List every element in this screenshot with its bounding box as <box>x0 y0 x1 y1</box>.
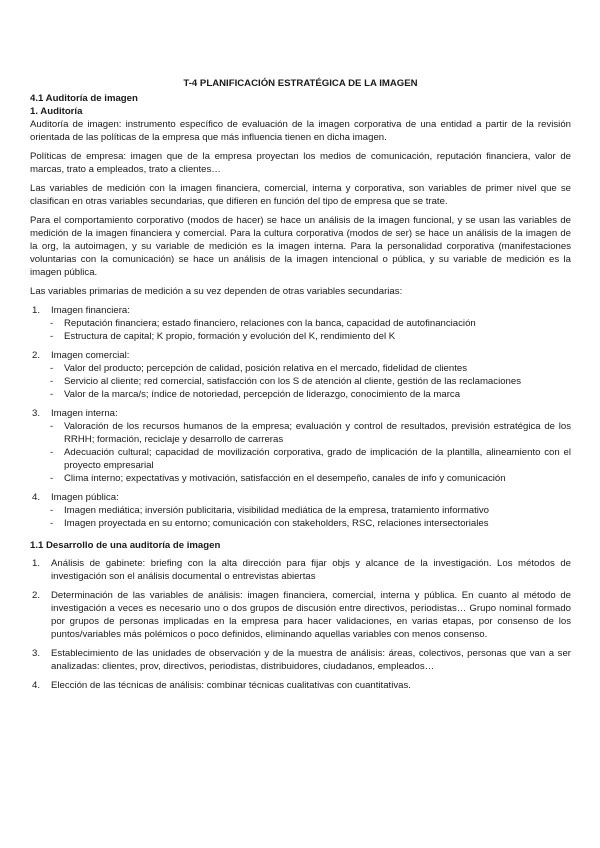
document-page <box>30 77 571 692</box>
variable-sublist <box>30 420 571 485</box>
sub-item: - Valoración de los recursos humanos de la empresa; evaluación y control de resultados, previsión estratégica de los RRHH; formación, reciclaje y desarrollo de carreras <box>50 421 571 445</box>
steps-list <box>30 557 571 692</box>
sub-item-text: Imagen mediática; inversión publicitaria, visibilidad mediática de la empresa, tratamiento informativo <box>64 505 489 516</box>
sub-item: - Valor de la marca/s; índice de notoriedad, percepción de liderazgo, conocimiento de la marca <box>50 389 461 400</box>
sub-item: - Adecuación cultural; capacidad de movilización corporativa, grado de implicación de la plantilla, alineamiento con el proyecto empresarial <box>50 447 571 471</box>
sub-item: - Reputación financiera; estado financiero, relaciones con la banca, capacidad de autofinanciación <box>50 318 476 329</box>
sub-item-text: Reputación financiera; estado financiero, relaciones con la banca, capacidad de autofinanciación <box>64 318 476 329</box>
subsection-heading-auditoria: 1. Auditoría <box>30 106 83 117</box>
sub-item-text: Valoración de los recursos humanos de la empresa; evaluación y control de resultados, previsión estratégica de los RRHH; formación, reciclaje y desarrollo de carreras <box>64 421 571 445</box>
list-number: 3. <box>32 408 41 419</box>
step-text: Determinación de las variables de análisis: imagen financiera, comercial, interna y pública. En cuanto al método de investigación a veces es necesario uno o dos grupos de discusión entre directivos, periodistas… Grupo nominal formado por grupos de personas implicadas en la empresa para hacer validaciones, en varias etapas, por consenso de los puntos/variables más polémicos o poco definidos, eliminando aquellas variables con menos consenso. <box>51 590 571 640</box>
list-number: 3. <box>32 648 41 659</box>
step-item <box>30 589 571 641</box>
step-item <box>30 557 571 583</box>
sub-item-text: Valor del producto; percepción de calidad, posición relativa en el mercado, fidelidad de clientes <box>64 363 468 374</box>
list-number: 1. <box>32 558 41 569</box>
document-title: T-4 PLANIFICACIÓN ESTRATÉGICA DE LA IMAGEN <box>183 78 418 89</box>
variable-sublist <box>30 504 571 530</box>
variable-label: Imagen pública: <box>51 492 119 503</box>
variable-item <box>30 407 571 485</box>
variable-label: Imagen comercial: <box>51 350 130 361</box>
variable-sublist <box>30 317 571 343</box>
list-number: 4. <box>32 492 41 503</box>
list-number: 1. <box>32 305 41 316</box>
paragraph-auditoria-definicion: Auditoría de imagen: instrumento específico de evaluación de la imagen corporativa de una entidad a partir de la revisión orientada de las políticas de la empresa que más influencia tienen en dicha imagen. <box>30 119 571 143</box>
variables-list <box>30 304 571 530</box>
paragraph-variables-medicion: Las variables de medición con la imagen financiera, comercial, interna y corporativa, son variables de primer nivel que se clasifican en otras variables secundarias, que difieren en función del tipo de empresa que se trate. <box>30 183 571 207</box>
step-item <box>30 647 571 673</box>
variable-label: Imagen interna: <box>51 408 118 419</box>
sub-item-text: Clima interno; expectativas y motivación, satisfacción en el desempeño, canales de info y comunicación <box>64 473 506 484</box>
sub-item-text: Adecuación cultural; capacidad de movilización corporativa, grado de implicación de la plantilla, alineamiento con el proyecto empresarial <box>64 447 571 471</box>
sub-item: - Imagen mediática; inversión publicitaria, visibilidad mediática de la empresa, tratamiento informativo <box>50 505 489 516</box>
sub-item: - Estructura de capital; K propio, formación y evolución del K, rendimiento del K <box>50 331 396 342</box>
sub-item-text: Imagen proyectada en su entorno; comunicación con stakeholders, RSC, relaciones intersectoriales <box>64 518 489 529</box>
variable-item <box>30 491 571 530</box>
paragraph-comportamiento-corporativo: Para el comportamiento corporativo (modos de hacer) se hace un análisis de la imagen funcional, y se usan las variables de medición de la imagen financiera y comercial. Para la cultura corporativa (modos de ser) se hace un análisis de la imagen de la org, la autoimagen, y su variable de medición es la imagen interna. Para la personalidad corporativa (manifestaciones voluntarias con la comunicación) se hace un análisis de la imagen intencional o pública, y su variable de medición es la imagen pública. <box>30 215 571 278</box>
step-text: Análisis de gabinete: briefing con la alta dirección para fijar objs y alcance de la investigación. Los métodos de investigación son el análisis documental o entrevistas abiertas <box>51 558 571 582</box>
step-text: Elección de las técnicas de análisis: combinar técnicas cualitativas con cuantitativas. <box>51 680 411 691</box>
sub-item: - Servicio al cliente; red comercial, satisfacción con los S de atención al cliente, gestión de las reclamaciones <box>50 376 522 387</box>
variable-label: Imagen financiera: <box>51 305 130 316</box>
sub-item: - Imagen proyectada en su entorno; comunicación con stakeholders, RSC, relaciones intersectoriales <box>50 518 489 529</box>
section-heading-4-1: 4.1 Auditoría de imagen <box>30 93 138 104</box>
paragraph-variables-primarias: Las variables primarias de medición a su vez dependen de otras variables secundarias: <box>30 286 403 297</box>
sub-item: - Valor del producto; percepción de calidad, posición relativa en el mercado, fidelidad de clientes <box>50 363 468 374</box>
list-number: 2. <box>32 590 41 601</box>
list-number: 2. <box>32 350 41 361</box>
sub-item-text: Estructura de capital; K propio, formación y evolución del K, rendimiento del K <box>64 331 396 342</box>
paragraph-politicas-empresa: Políticas de empresa: imagen que de la empresa proyectan los medios de comunicación, reputación financiera, valor de marcas, trato a empleados, trato a clientes… <box>30 151 571 175</box>
variable-sublist <box>30 362 571 401</box>
section-heading-1-1: 1.1 Desarrollo de una auditoría de imagen <box>30 540 221 551</box>
step-text: Establecimiento de las unidades de observación y de la muestra de análisis: áreas, colectivos, personas que van a ser analizadas: clientes, prov, directivos, periodistas, distribuidores, ciudadanos, empleados… <box>51 648 571 672</box>
step-item <box>30 679 571 692</box>
list-number: 4. <box>32 680 41 691</box>
variable-item <box>30 304 571 343</box>
sub-item-text: Servicio al cliente; red comercial, satisfacción con los S de atención al cliente, gestión de las reclamaciones <box>64 376 522 387</box>
variable-item <box>30 349 571 401</box>
sub-item: - Clima interno; expectativas y motivación, satisfacción en el desempeño, canales de info y comunicación <box>50 473 506 484</box>
sub-item-text: Valor de la marca/s; índice de notoriedad, percepción de liderazgo, conocimiento de la marca <box>64 389 461 400</box>
